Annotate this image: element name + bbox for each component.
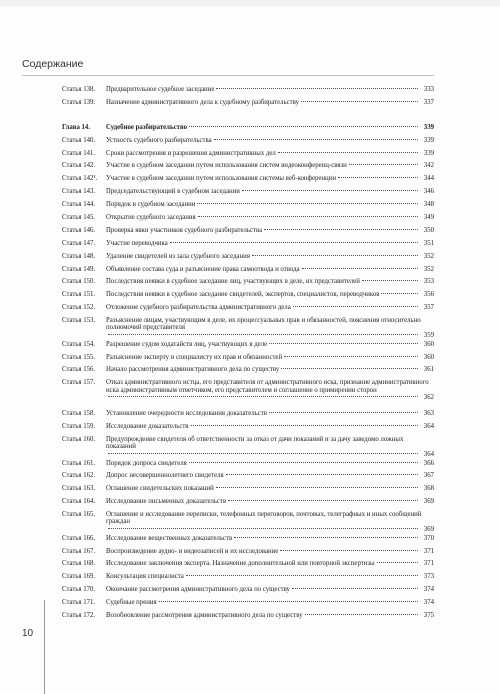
- toc-leader-dots: [189, 126, 418, 127]
- toc-row: [62, 410, 434, 423]
- toc-leader-dots: [108, 396, 418, 397]
- toc-leader-dots: [108, 334, 418, 335]
- toc-entry-title: Исследование заключения эксперта. Назначение дополнительной или повторной экспертизы: [106, 560, 375, 568]
- toc-leader-dots: [214, 139, 418, 140]
- toc-entry-title: Удаление свидетелей из зала судебного заседания: [106, 252, 250, 260]
- margin-rule: [44, 600, 45, 694]
- toc-entry-number: Статья 167.: [62, 547, 96, 555]
- header-rule: [22, 75, 434, 76]
- toc-leader-dots: [302, 268, 418, 269]
- toc-entry-title: Предупреждение свидетеля об ответственности за отказ от дачи показаний и за дачу заведомо ложных показаний: [106, 436, 404, 451]
- toc-entry-page: 369: [423, 498, 434, 506]
- page-top-band: [0, 0, 500, 6]
- toc-row: [62, 366, 434, 379]
- toc-entry-page: 374: [423, 586, 434, 594]
- toc-entry-number: Глава 14.: [62, 123, 91, 131]
- toc-entry-number: Статья 161.: [62, 459, 96, 467]
- toc-entry-number: Статья 164.: [62, 498, 96, 506]
- toc-chapter-row: [62, 124, 434, 137]
- toc-entry-number: Статья 171.: [62, 599, 96, 607]
- toc-entry-number: Статья 143.: [62, 188, 96, 196]
- toc-entry-number: Статья 158.: [62, 410, 96, 418]
- toc-entry-number: Статья 151.: [62, 291, 96, 299]
- toc-entry-page: 339: [423, 149, 434, 157]
- toc-leader-dots: [292, 588, 418, 589]
- toc-entry-number: Статья 140.: [62, 136, 96, 144]
- toc-entry-page: 371: [423, 560, 434, 568]
- toc-leader-dots: [189, 462, 418, 463]
- running-header-title: Содержание: [22, 58, 84, 70]
- toc-row: [62, 175, 434, 188]
- toc-entry-page: 360: [423, 353, 434, 361]
- toc-leader-dots: [269, 343, 418, 344]
- toc-entry-number: Статья 141.: [62, 149, 96, 157]
- toc-entry-title: Участие в судебном заседании путем использования систем видеоконференц-связи: [106, 162, 347, 170]
- toc-row: [62, 317, 434, 341]
- toc-entry-page: 364: [423, 450, 434, 458]
- toc-entry-title: Предварительное судебное заседание: [106, 86, 215, 93]
- toc-entry-title: Порядок в судебном заседании: [106, 201, 196, 209]
- toc-leader-dots: [381, 293, 418, 294]
- toc-entry-title: Назначение административного дела к судебному разбирательству: [106, 98, 299, 106]
- toc-entry-number: Статья 149.: [62, 265, 96, 273]
- toc-row: [62, 379, 434, 410]
- toc-row: [62, 460, 434, 473]
- toc-entry-number: Статья 142.: [62, 162, 96, 170]
- toc-entry-number: Статья 166.: [62, 534, 96, 542]
- toc-entry-number: Статья 162.: [62, 472, 96, 480]
- toc-leader-dots: [234, 537, 418, 538]
- toc-entry-title: Председательствующий в судебном заседании: [106, 188, 240, 196]
- table-of-contents: [62, 86, 434, 625]
- toc-leader-dots: [108, 453, 418, 454]
- toc-entry-page: 352: [423, 252, 434, 260]
- toc-entry-title: Последствия неявки в судебное заседание свидетелей, экспертов, специалистов, переводчиков: [106, 291, 380, 299]
- toc-row: [62, 278, 434, 291]
- toc-row: [62, 548, 434, 561]
- toc-leader-dots: [278, 152, 418, 153]
- toc-row: [62, 341, 434, 354]
- toc-leader-dots: [338, 177, 418, 178]
- toc-entry-page: 356: [423, 291, 434, 299]
- toc-row: [62, 485, 434, 498]
- toc-entry-title: Допрос несовершеннолетнего свидетеля: [106, 472, 224, 480]
- toc-leader-dots: [349, 164, 418, 165]
- toc-entry-page: 346: [423, 188, 434, 196]
- toc-entry-page: 349: [423, 214, 434, 222]
- toc-leader-dots: [216, 487, 418, 488]
- toc-entry-number: Статья 165.: [62, 511, 96, 519]
- toc-entry-number: Статья 139.: [62, 98, 96, 106]
- toc-row: [62, 150, 434, 163]
- toc-entry-number: Статья 148.: [62, 252, 96, 260]
- toc-entry-number: Статья 153.: [62, 317, 96, 325]
- toc-entry-number: Статья 138.: [62, 86, 96, 93]
- toc-entry-title: Объявление состава суда и разъяснение права самоотвода и отвода: [106, 265, 300, 273]
- toc-entry-number: Статья 150.: [62, 278, 96, 286]
- toc-leader-dots: [362, 280, 418, 281]
- page-number: 10: [22, 628, 34, 639]
- toc-entry-title: Разъяснение эксперту и специалисту их прав и обязанностей: [106, 353, 283, 361]
- toc-leader-dots: [216, 88, 418, 89]
- toc-leader-dots: [108, 528, 418, 529]
- toc-leader-dots: [293, 306, 418, 307]
- toc-entry-page: 373: [423, 573, 434, 581]
- toc-entry-page: 371: [423, 547, 434, 555]
- toc-row: [62, 354, 434, 367]
- toc-entry-title: Отказ административного истца, его представителя от административного иска, признание административного иска административным ответчиком, его представителем и соглашение о примирении сторон: [106, 379, 429, 394]
- toc-row: [62, 612, 434, 625]
- toc-row: [62, 291, 434, 304]
- toc-leader-dots: [252, 255, 418, 256]
- toc-entry-number: Статья 147.: [62, 239, 96, 247]
- toc-entry-page: 342: [423, 162, 434, 170]
- toc-leader-dots: [264, 229, 418, 230]
- toc-entry-page: 344: [423, 175, 434, 183]
- toc-entry-title: Разрешение судом ходатайств лиц, участвующих в деле: [106, 340, 268, 348]
- toc-entry-page: 333: [423, 86, 434, 93]
- toc-entry-number: Статья 154.: [62, 340, 96, 348]
- toc-row: [62, 86, 434, 99]
- toc-row: [62, 162, 434, 175]
- toc-leader-dots: [226, 474, 418, 475]
- toc-leader-dots: [242, 190, 418, 191]
- toc-entry-number: Статья 170.: [62, 586, 96, 594]
- toc-leader-dots: [280, 550, 418, 551]
- toc-entry-title: Оглашение и исследование переписки, телефонных переговоров, почтовых, телеграфных и иных сообщений граждан: [106, 511, 422, 526]
- toc-entry-page: 353: [423, 278, 434, 286]
- toc-entry-page: 348: [423, 201, 434, 209]
- toc-row: [62, 188, 434, 201]
- toc-entry-page: 368: [423, 485, 434, 493]
- toc-entry-page: 370: [423, 534, 434, 542]
- toc-entry-page: 360: [423, 340, 434, 348]
- toc-entry-page: 362: [423, 393, 434, 401]
- toc-entry-title: Начало рассмотрения административного дела по существу: [106, 366, 280, 374]
- toc-entry-page: 375: [423, 612, 434, 619]
- toc-entry-title: Судебные прения: [106, 599, 157, 607]
- toc-entry-number: Статья 159.: [62, 423, 96, 431]
- toc-row: [62, 436, 434, 460]
- toc-leader-dots: [305, 614, 418, 615]
- toc-row: [62, 498, 434, 511]
- toc-row: [62, 511, 434, 535]
- toc-row: [62, 599, 434, 612]
- toc-row: [62, 560, 434, 573]
- toc-entry-page: 367: [423, 472, 434, 480]
- toc-entry-number: Статья 169.: [62, 573, 96, 581]
- toc-entry-page: 364: [423, 423, 434, 431]
- toc-entry-number: Статья 157.: [62, 379, 96, 387]
- toc-entry-page: 339: [423, 123, 434, 131]
- toc-leader-dots: [159, 601, 418, 602]
- toc-entry-page: 369: [423, 525, 434, 533]
- toc-entry-number: Статья 156.: [62, 366, 96, 374]
- toc-row: [62, 214, 434, 227]
- toc-entry-page: 350: [423, 226, 434, 234]
- toc-entry-title: Устность судебного разбирательства: [106, 136, 212, 144]
- toc-leader-dots: [377, 562, 418, 563]
- toc-entry-page: 359: [423, 331, 434, 339]
- toc-row: [62, 266, 434, 279]
- toc-entry-page: 337: [423, 98, 434, 106]
- toc-row: [62, 99, 434, 112]
- toc-entry-number: Статья 155.: [62, 353, 96, 361]
- toc-entry-number: Статья 152.: [62, 304, 96, 312]
- toc-leader-dots: [191, 425, 418, 426]
- toc-leader-dots: [170, 242, 418, 243]
- toc-leader-dots: [284, 356, 418, 357]
- toc-entry-title: Исследование вещественных доказательств: [106, 534, 233, 542]
- toc-entry-title: Консультация специалиста: [106, 573, 184, 581]
- toc-row: [62, 423, 434, 436]
- toc-entry-number: Статья 168.: [62, 560, 96, 568]
- toc-entry-page: 352: [423, 265, 434, 273]
- toc-entry-title: Разъяснение лицам, участвующим в деле, их процессуальных прав и обязанностей, пояснения относительно полномочий представителя: [106, 317, 421, 332]
- toc-entry-title: Последствия неявки в судебное заседание лиц, участвующих в деле, их представителей: [106, 278, 360, 286]
- toc-row: [62, 573, 434, 586]
- toc-entry-page: 357: [423, 304, 434, 312]
- toc-row: [62, 304, 434, 317]
- toc-entry-title: Исследование письменных доказательств: [106, 498, 227, 506]
- toc-entry-page: 363: [423, 410, 434, 418]
- toc-row: [62, 201, 434, 214]
- toc-entry-number: Статья 145.: [62, 214, 96, 222]
- toc-leader-dots: [281, 368, 418, 369]
- toc-entry-page: 361: [423, 366, 434, 374]
- toc-entry-title: Возобновление рассмотрения административного дела по существу: [106, 612, 303, 619]
- toc-entry-title: Окончание рассмотрения административного дела по существу: [106, 586, 290, 594]
- toc-entry-page: 351: [423, 239, 434, 247]
- toc-entry-number: Статья 160.: [62, 436, 96, 444]
- toc-row: [62, 240, 434, 253]
- toc-entry-title: Открытие судебного заседания: [106, 214, 196, 222]
- toc-leader-dots: [198, 216, 418, 217]
- toc-leader-dots: [197, 203, 418, 204]
- toc-leader-dots: [228, 500, 418, 501]
- toc-entry-title: Отложение судебного разбирательства административного дела: [106, 304, 291, 312]
- toc-row: [62, 227, 434, 240]
- toc-entry-page: 339: [423, 136, 434, 144]
- toc-row: [62, 253, 434, 266]
- toc-entry-title: Установление очередности исследования доказательств: [106, 410, 267, 418]
- toc-entry-title: Воспроизведение аудио- и видеозаписей и их исследование: [106, 547, 279, 555]
- toc-leader-dots: [186, 575, 418, 576]
- toc-row: [62, 137, 434, 150]
- toc-leader-dots: [269, 412, 418, 413]
- toc-entry-number: Статья 146.: [62, 226, 96, 234]
- toc-entry-title: Сроки рассмотрения и разрешения административных дел: [106, 149, 276, 157]
- toc-entry-number: Статья 172.: [62, 612, 96, 619]
- toc-entry-title: Участие в судебном заседании путем использования системы веб-конференции: [106, 175, 336, 183]
- toc-entry-title: Проверка явки участников судебного разбирательства: [106, 226, 263, 234]
- toc-entry-number: Статья 144.: [62, 201, 96, 209]
- toc-row: [62, 472, 434, 485]
- toc-entry-page: 374: [423, 599, 434, 607]
- toc-entry-title: Исследование доказательств: [106, 423, 189, 431]
- toc-entry-number: Статья 163.: [62, 485, 96, 493]
- toc-entry-title: Участие переводчика: [106, 239, 168, 247]
- toc-entry-title: Оглашение свидетельских показаний: [106, 485, 214, 493]
- toc-entry-title: Судебное разбирательство: [106, 123, 187, 131]
- toc-row: [62, 586, 434, 599]
- toc-entry-title: Порядок допроса свидетеля: [106, 459, 187, 467]
- toc-row: [62, 535, 434, 548]
- toc-entry-number: Статья 142¹.: [62, 175, 98, 183]
- toc-entry-page: 366: [423, 459, 434, 467]
- toc-leader-dots: [301, 101, 418, 102]
